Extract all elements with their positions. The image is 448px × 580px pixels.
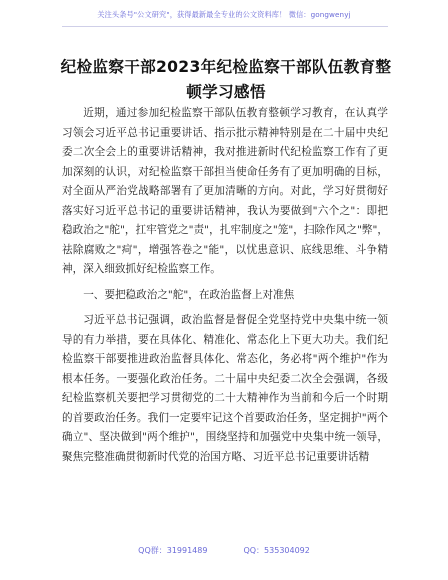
section-heading: 一、要把稳政治之"舵"，在政治监督上对准焦 — [83, 288, 295, 301]
promo-banner: 关注头条号"公文研究"，获得最新最全专业的公文资料库！ 微信：gongwenyj — [97, 10, 351, 19]
qq-group-text: QQ群：31991489 — [138, 546, 208, 555]
qq-number-text: QQ：535304092 — [243, 546, 310, 555]
banner-divider — [62, 26, 388, 27]
document-body — [62, 104, 388, 469]
section-paragraph: 习近平总书记强调，政治监督是督促全党坚持党中央集中统一领导的有力举措，要在具体化、精准化、常态化上下更大功夫。我们纪检监察干部要推进政治监督具体化、常态化，务必将"两个维护"作为根本任务。一要强化政治任务。二十届中央纪委二次全会强调，各级纪检监察机关要把学习贯彻党的二十大精神作为当前和今后一个时期的首要政治任务。我们一定要牢记这个首要政治任务，坚定拥护"两个确立"、坚决做到"两个维护"，围绕坚持和加强党中央集中统一领导，聚焦完整准确贯彻新时代党的治国方略、习近平总书记重要讲话精 — [62, 314, 388, 463]
intro-paragraph: 近期，通过参加纪检监察干部队伍教育整顿学习教育，在认真学习领会习近平总书记重要讲话、指示批示精神特别是在二十届中央纪委二次全会上的重要讲话精神，我对推进新时代纪检监察工作有了更加深刻的认识，对纪检监察干部担当使命任务有了更加明确的目标，对全面从严治党战略部署有了更加清晰的方向。对此，学习好贯彻好落实好习近平总书记的重要讲话精神，我认为要做到"六个之"：即把稳政治之"舵"，扛牢管党之"责"，扎牢制度之"笼"，扫除作风之"弊"，祛除腐败之"疴"，增强答卷之"能"，以忧患意识、底线思维、斗争精神，深入细致抓好纪检监察工作。 — [62, 107, 388, 275]
document-title: 纪检监察干部2023年纪检监察干部队伍教育整顿学习感悟 — [60, 58, 392, 101]
contact-footer — [0, 545, 448, 556]
